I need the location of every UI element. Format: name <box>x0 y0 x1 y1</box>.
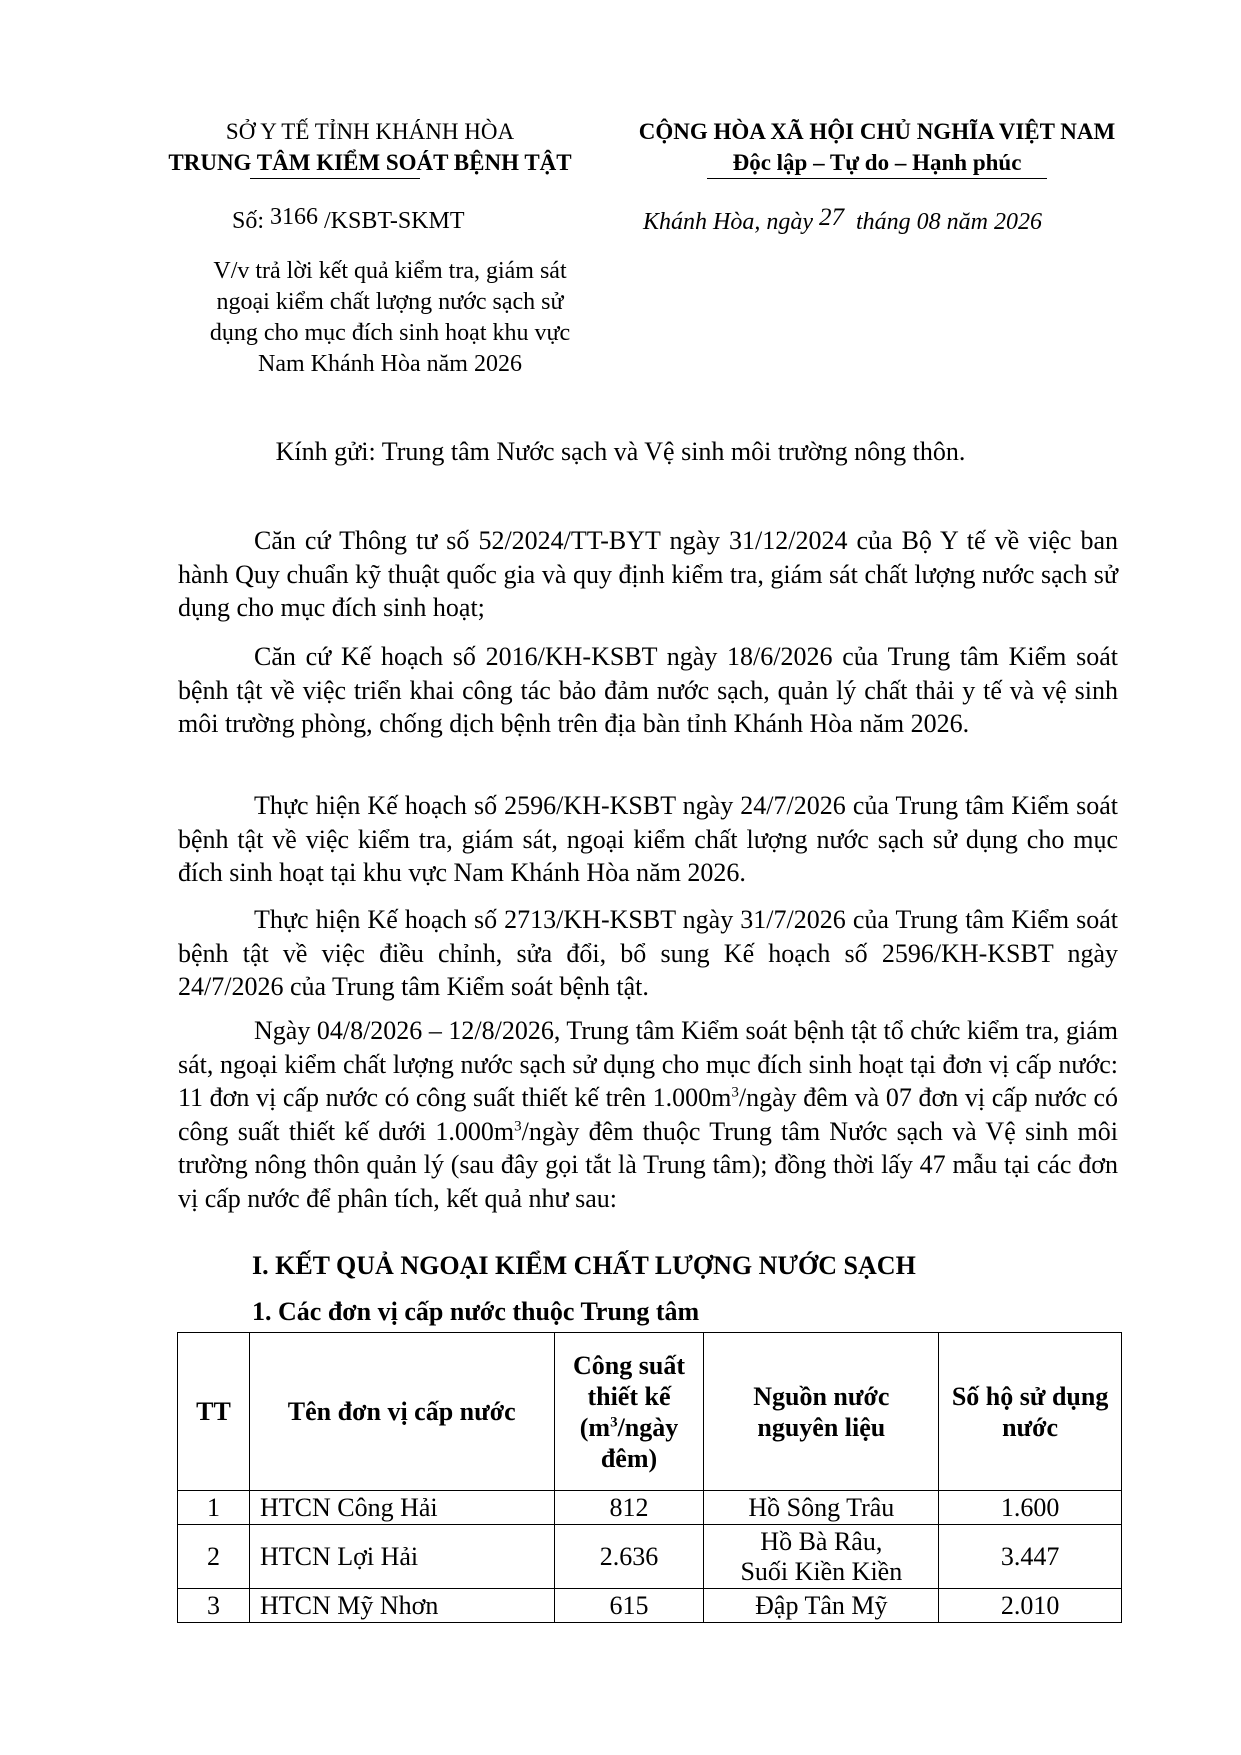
col-households: Số hộ sử dụng nước <box>939 1333 1122 1491</box>
motto-underline <box>707 178 1047 179</box>
cell-source: Đập Tân Mỹ <box>704 1589 939 1623</box>
date-month: 08 <box>916 209 941 235</box>
col-capacity <box>554 1333 704 1491</box>
col-source: Nguồn nước nguyên liệu <box>704 1333 939 1491</box>
subject-line: V/v trả lời kết quả kiểm tra, giám sát <box>213 258 567 284</box>
col-capacity-a: Công suất thiết kế (m <box>573 1350 685 1442</box>
summary-part-2: /ngày đêm và 07 đơn vị cấp nước có công suất thiết kế dưới 1.000m <box>178 1083 1119 1146</box>
subject-line: ngoại kiểm chất lượng nước sạch sử <box>216 289 564 315</box>
date-month-label: tháng <box>856 209 911 235</box>
subject-block <box>150 256 630 380</box>
col-tt: TT <box>178 1333 250 1491</box>
cell-households: 3.447 <box>939 1525 1122 1589</box>
document-number <box>232 204 465 235</box>
table-row <box>178 1491 1122 1525</box>
subject-line: Nam Khánh Hòa năm 2026 <box>258 351 522 377</box>
number-prefix: Số: <box>232 208 265 234</box>
document-date <box>643 204 1043 236</box>
national-motto: Độc lập – Tự do – Hạnh phúc <box>732 150 1022 175</box>
water-supply-table <box>177 1332 1122 1623</box>
summary-sup-1: 3 <box>731 1084 739 1101</box>
subject-line: dụng cho mục đích sinh hoạt khu vực <box>209 320 571 346</box>
table-row <box>178 1525 1122 1589</box>
cell-name: HTCN Mỹ Nhơn <box>249 1589 554 1623</box>
cell-name: HTCN Lợi Hải <box>249 1525 554 1589</box>
summary-part-3: /ngày đêm thuộc Trung tâm Nước sạch và Vệ sinh môi trường nông thôn quản lý (sau đây gọi tắt là Trung tâm); đồng thời lấy 47 mẫu tại các đơn vị cấp nước để phân tích, kết quả như sau: <box>178 1116 1118 1213</box>
number-suffix: /KSBT-SKMT <box>324 208 465 234</box>
date-day: 27 <box>819 204 844 231</box>
summary-sup-2: 3 <box>514 1117 522 1134</box>
paragraph-implementation-1: Thực hiện Kế hoạch số 2596/KH-KSBT ngày 24/7/2026 của Trung tâm Kiểm soát bệnh tật về việc kiểm tra, giám sát, ngoại kiểm chất lượng nước sạch sử dụng cho mục đích sinh hoạt tại khu vực Nam Khánh Hòa năm 2026. <box>178 791 1118 887</box>
number-value: 3166 <box>270 204 319 230</box>
date-year: 2026 <box>994 209 1043 235</box>
cell-source <box>704 1525 939 1589</box>
col-capacity-sup: 3 <box>610 1413 618 1430</box>
cell-capacity: 812 <box>554 1491 704 1525</box>
table-header-row <box>178 1333 1122 1491</box>
cell-capacity: 615 <box>554 1589 704 1623</box>
paragraph-legal-basis-2: Căn cứ Kế hoạch số 2016/KH-KSBT ngày 18/6/2026 của Trung tâm Kiểm soát bệnh tật về việc triển khai công tác bảo đảm nước sạch, quản lý chất thải y tế và vệ sinh môi trường phòng, chống dịch bệnh trên địa bàn tỉnh Khánh Hòa năm 2026. <box>178 642 1118 738</box>
paragraph-inspection-summary <box>178 1014 1118 1215</box>
agency-header <box>130 116 610 178</box>
col-name: Tên đơn vị cấp nước <box>249 1333 554 1491</box>
col-capacity-b: /ngày đêm) <box>600 1412 679 1473</box>
parent-agency: SỞ Y TẾ TỈNH KHÁNH HÒA <box>225 119 515 144</box>
table-row <box>178 1589 1122 1623</box>
subsection-title: 1. Các đơn vị cấp nước thuộc Trung tâm <box>252 1297 700 1326</box>
cell-capacity: 2.636 <box>554 1525 704 1589</box>
cell-name: HTCN Công Hải <box>249 1491 554 1525</box>
cell-source-line: Suối Kiền Kiền <box>740 1556 903 1586</box>
cell-households: 1.600 <box>939 1491 1122 1525</box>
recipient: Kính gửi: Trung tâm Nước sạch và Vệ sinh môi trường nông thôn. <box>275 437 966 466</box>
issuing-agency: TRUNG TÂM KIỂM SOÁT BỆNH TẬT <box>168 150 572 175</box>
section-title: I. KẾT QUẢ NGOẠI KIỂM CHẤT LƯỢNG NƯỚC SẠCH <box>252 1251 916 1280</box>
date-place: Khánh Hòa, ngày <box>643 209 813 235</box>
national-title: CỘNG HÒA XÃ HỘI CHỦ NGHĨA VIỆT NAM <box>638 119 1116 144</box>
cell-tt: 3 <box>178 1589 250 1623</box>
summary-part-1: Ngày 04/8/2026 – 12/8/2026, Trung tâm Kiểm soát bệnh tật tổ chức kiểm tra, giám sát, ngoại kiểm chất lượng nước sạch sử dụng cho mục đích sinh hoạt tại đơn vị cấp nước: 11 đơn vị cấp nước có công suất thiết kế trên 1.000m <box>178 1016 1118 1112</box>
cell-tt: 2 <box>178 1525 250 1589</box>
paragraph-implementation-2: Thực hiện Kế hoạch số 2713/KH-KSBT ngày 31/7/2026 của Trung tâm Kiểm soát bệnh tật về việc điều chỉnh, sửa đổi, bổ sung Kế hoạch số 2596/KH-KSBT ngày 24/7/2026 của Trung tâm Kiểm soát bệnh tật. <box>178 905 1118 1001</box>
cell-source: Hồ Sông Trâu <box>704 1491 939 1525</box>
cell-households: 2.010 <box>939 1589 1122 1623</box>
cell-source-line: Hồ Bà Râu, <box>760 1526 883 1556</box>
national-header <box>612 116 1142 178</box>
cell-tt: 1 <box>178 1491 250 1525</box>
date-year-label: năm <box>946 209 989 235</box>
paragraph-legal-basis-1: Căn cứ Thông tư số 52/2024/TT-BYT ngày 31/12/2024 của Bộ Y tế về việc ban hành Quy chuẩn kỹ thuật quốc gia và quy định kiểm tra, giám sát chất lượng nước sạch sử dụng cho mục đích sinh hoạt; <box>178 526 1118 622</box>
agency-underline <box>250 178 420 179</box>
